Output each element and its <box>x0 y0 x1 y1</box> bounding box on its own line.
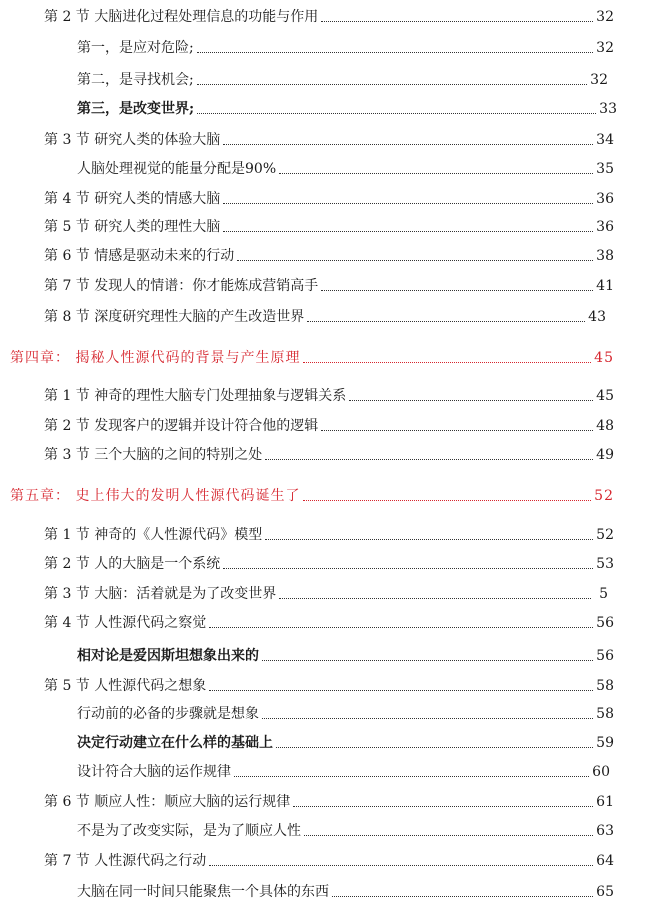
toc-entry-row <box>77 822 614 840</box>
toc-entry-title: 相对论是爱因斯坦想象出来的 <box>77 648 259 664</box>
toc-entry-row <box>44 190 614 208</box>
toc-entry-row <box>44 677 614 695</box>
toc-entry-title: 第二，是寻找机会; <box>77 72 194 88</box>
toc-page-number: 41 <box>596 278 614 294</box>
dotted-leader <box>223 143 593 145</box>
toc-page-number: 65 <box>596 884 614 900</box>
toc-entry-title: 第 3 节 大脑：活着就是为了改变世界 <box>44 586 277 602</box>
toc-page-number: 36 <box>596 191 614 207</box>
toc-entry-title: 第 4 节 研究人类的情感大脑 <box>44 191 221 207</box>
toc-entry-row <box>77 734 614 752</box>
dotted-leader <box>321 429 593 431</box>
dotted-leader <box>349 399 593 401</box>
dotted-leader <box>293 805 593 807</box>
dotted-leader <box>223 202 593 204</box>
toc-entry-title: 第 6 节 顺应人性：顺应大脑的运行规律 <box>44 794 291 810</box>
dotted-leader <box>332 895 593 897</box>
toc-entry-title: 第一，是应对危险; <box>77 40 194 56</box>
toc-page-number: 34 <box>596 132 614 148</box>
toc-entry-row <box>44 526 614 544</box>
toc-entry-title: 第 2 节 大脑进化过程处理信息的功能与作用 <box>44 9 319 25</box>
toc-page-number: 63 <box>596 823 614 839</box>
dotted-leader <box>265 458 593 460</box>
toc-page-number: 64 <box>596 853 614 869</box>
toc-page-number: 32 <box>596 9 614 25</box>
toc-entry-title: 不是为了改变实际，是为了顺应人性 <box>77 823 301 839</box>
toc-page-number: 60 <box>592 764 610 780</box>
toc-page-number: 52 <box>596 527 614 543</box>
toc-entry-row <box>77 883 614 901</box>
toc-entry-title: 第 4 节 人性源代码之察觉 <box>44 615 207 631</box>
toc-entry-row <box>44 417 614 435</box>
toc-entry-title: 第四章： 揭秘人性源代码的背景与产生原理 <box>10 350 301 366</box>
toc-page-number: 59 <box>596 735 614 751</box>
dotted-leader <box>307 320 585 322</box>
toc-entry-title: 第 8 节 深度研究理性大脑的产生改造世界 <box>44 309 305 325</box>
toc-entry-title: 第 1 节 神奇的理性大脑专门处理抽象与逻辑关系 <box>44 388 347 404</box>
toc-entry-row <box>77 39 614 57</box>
toc-entry-row <box>44 277 614 295</box>
dotted-leader <box>303 499 591 501</box>
toc-entry-title: 第 1 节 神奇的《人性源代码》模型 <box>44 527 263 543</box>
toc-page-number: 36 <box>596 219 614 235</box>
toc-entry-row <box>44 8 614 26</box>
toc-entry-title: 第 2 节 人的大脑是一个系统 <box>44 556 221 572</box>
dotted-leader <box>304 834 593 836</box>
dotted-leader <box>279 172 593 174</box>
toc-entry-row <box>77 763 610 781</box>
toc-page-number: 61 <box>596 794 614 810</box>
dotted-leader <box>237 259 593 261</box>
dotted-leader <box>223 567 593 569</box>
toc-entry-row <box>44 585 608 603</box>
toc-chapter-row <box>10 487 614 505</box>
dotted-leader <box>262 717 593 719</box>
toc-page-number: 5 <box>599 586 608 602</box>
toc-entry-title: 决定行动建立在什么样的基础上 <box>77 735 273 751</box>
dotted-leader <box>321 289 593 291</box>
toc-page-number: 56 <box>596 648 614 664</box>
dotted-leader <box>279 597 591 599</box>
dotted-leader <box>223 230 593 232</box>
toc-page-number: 32 <box>590 72 608 88</box>
toc-entry-title: 第 5 节 研究人类的理性大脑 <box>44 219 221 235</box>
toc-page-number: 43 <box>588 309 606 325</box>
toc-page-number: 52 <box>594 488 614 504</box>
toc-entry-row <box>44 247 614 265</box>
dotted-leader <box>276 746 593 748</box>
toc-entry-title: 第 3 节 研究人类的体验大脑 <box>44 132 221 148</box>
dotted-leader <box>197 112 596 114</box>
toc-entry-row <box>44 852 614 870</box>
toc-entry-row <box>44 218 614 236</box>
toc-entry-row <box>77 100 617 118</box>
toc-entry-title: 第 6 节 情感是驱动未来的行动 <box>44 248 235 264</box>
toc-entry-title: 第五章： 史上伟大的发明人性源代码诞生了 <box>10 488 301 504</box>
toc-entry-title: 人脑处理视觉的能量分配是90% <box>77 161 277 177</box>
toc-entry-title: 第 7 节 发现人的情谱：你才能炼成营销高手 <box>44 278 319 294</box>
toc-entry-row <box>44 614 614 632</box>
toc-page-number: 38 <box>596 248 614 264</box>
toc-page-number: 48 <box>596 418 614 434</box>
toc-page-number: 58 <box>596 678 614 694</box>
toc-page-number: 56 <box>596 615 614 631</box>
toc-entry-title: 第 2 节 发现客户的逻辑并设计符合他的逻辑 <box>44 418 319 434</box>
dotted-leader <box>209 864 593 866</box>
dotted-leader <box>197 51 593 53</box>
toc-entry-row <box>77 647 614 665</box>
toc-page-number: 49 <box>596 447 614 463</box>
dotted-leader <box>197 83 587 85</box>
toc-entry-row <box>44 308 606 326</box>
toc-entry-title: 第三，是改变世界; <box>77 101 195 117</box>
toc-entry-title: 大脑在同一时间只能聚焦一个具体的东西 <box>77 884 329 900</box>
toc-entry-row <box>44 555 614 573</box>
toc-page-number: 58 <box>596 706 614 722</box>
toc-page-number: 45 <box>594 350 614 366</box>
toc-entry-row <box>44 446 614 464</box>
dotted-leader <box>265 538 593 540</box>
toc-chapter-row <box>10 349 614 367</box>
toc-page-number: 53 <box>596 556 614 572</box>
dotted-leader <box>209 626 593 628</box>
toc-entry-title: 行动前的必备的步骤就是想象 <box>77 706 259 722</box>
dotted-leader <box>303 361 591 363</box>
toc-entry-title: 设计符合大脑的运作规律 <box>77 764 231 780</box>
dotted-leader <box>234 775 589 777</box>
dotted-leader <box>321 20 593 22</box>
toc-page-number: 32 <box>596 40 614 56</box>
dotted-leader <box>209 689 593 691</box>
toc-entry-title: 第 7 节 人性源代码之行动 <box>44 853 207 869</box>
dotted-leader <box>262 659 593 661</box>
toc-page-number: 45 <box>596 388 614 404</box>
toc-entry-title: 第 5 节 人性源代码之想象 <box>44 678 207 694</box>
toc-entry-row <box>44 387 614 405</box>
toc-entry-row <box>77 71 608 89</box>
toc-entry-row <box>44 131 614 149</box>
toc-entry-row <box>77 160 614 178</box>
toc-page-number: 33 <box>599 101 617 117</box>
toc-entry-row <box>77 705 614 723</box>
toc-page-number: 35 <box>596 161 614 177</box>
toc-entry-title: 第 3 节 三个大脑的之间的特别之处 <box>44 447 263 463</box>
toc-entry-row <box>44 793 614 811</box>
